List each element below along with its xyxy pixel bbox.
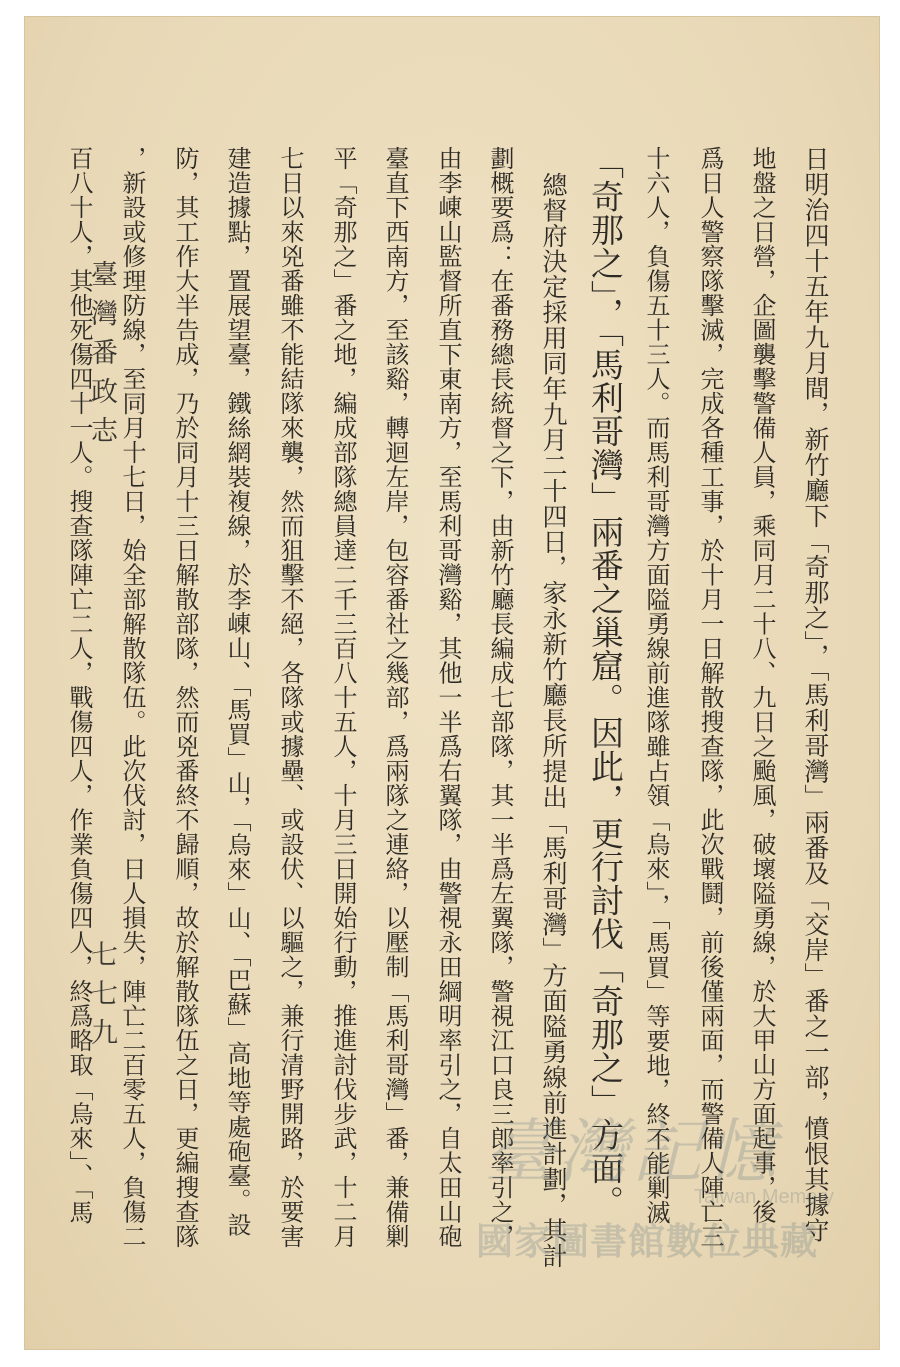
text-column: 日明治四十五年九月間，新竹廳下「奇那之」，「馬利哥灣」兩番及「交岸」番之一部，憤恨其據守 xyxy=(801,146,830,1243)
text-column: 百八十人，其他死傷四十一人。搜查隊陣亡二人，戰傷四人，作業負傷四人，終爲略取「烏來」、「馬 xyxy=(65,146,93,1225)
document-page xyxy=(24,16,880,1350)
watermark-english: Taiwan Memory xyxy=(694,1186,835,1208)
text-column: 地盤之日營，企圖襲擊警備人員，乘同月二十八、九日之颱風，破壞隘勇線，於大甲山方面起事，後 xyxy=(748,146,776,1224)
text-column: 總督府決定採用同年九月二十四日，家永新竹廳長所提出「馬利哥灣」方面隘勇線前進計劃，其計 xyxy=(539,172,568,1269)
text-column: 劃概要爲：在番務總長統督之下，由新竹廳長編成七部隊，其一半爲左翼隊，警視江口良三郎率引之， xyxy=(486,146,514,1249)
text-column: 由李崠山監督所直下東南方，至馬利哥灣谿，其他一半爲右翼隊，由警視永田綱明率引之，自太田山砲 xyxy=(434,146,462,1249)
watermark-title: 臺灣記憶 xyxy=(484,1111,780,1193)
text-column: 十六人，負傷五十三人。而馬利哥灣方面隘勇線前進隊雖占領「烏來」，「馬買」等要地，終不能剿滅 xyxy=(642,146,670,1225)
text-column: 七日以來兇番雖不能結隊來襲，然而狙擊不絕，各隊或據壘、或設伏、以驅之，兼行清野開路，於要害 xyxy=(276,146,304,1249)
text-column: 「奇那之」，「馬利哥灣」兩番之巢窟。因此，更行討伐「奇那之」方面。 xyxy=(586,146,625,1219)
text-column: 臺直下西南方，至該谿，轉迴左岸，包容番社之幾部，爲兩隊之連絡，以壓制「馬利哥灣」番，兼備剿 xyxy=(381,146,409,1249)
text-column: ，新設或修理防線，至同月十七日，始全部解散隊伍。此次伐討，日人損失，陣亡二百零五人，負傷二 xyxy=(118,146,146,1249)
watermark xyxy=(476,1096,864,1296)
text-column: 爲日人警察隊擊滅，完成各種工事，於十月一日解散搜查隊，此次戰鬪，前後僅兩面，而警備人陣亡三 xyxy=(696,146,724,1249)
text-column: 防，其工作大半告成，乃於同月十三日解散部隊，然而兇番終不歸順，故於解散隊伍之日，更編搜查隊 xyxy=(171,146,199,1249)
page-number: 七七九 xyxy=(86,940,117,1057)
running-title: 臺灣番政志 xyxy=(86,260,117,455)
text-column: 建造據點，置展望臺，鐵絲網裝複線，於李崠山、「馬買」山，「烏來」山、「巴蘇」高地等處砲臺。設 xyxy=(223,146,251,1237)
text-column: 平「奇那之」番之地，編成部隊總員達二千三百八十五人，十月三日開始行動，推進討伐步武，十二月 xyxy=(329,146,357,1249)
watermark-organization: 國家圖書館數位典藏 xyxy=(476,1220,818,1263)
